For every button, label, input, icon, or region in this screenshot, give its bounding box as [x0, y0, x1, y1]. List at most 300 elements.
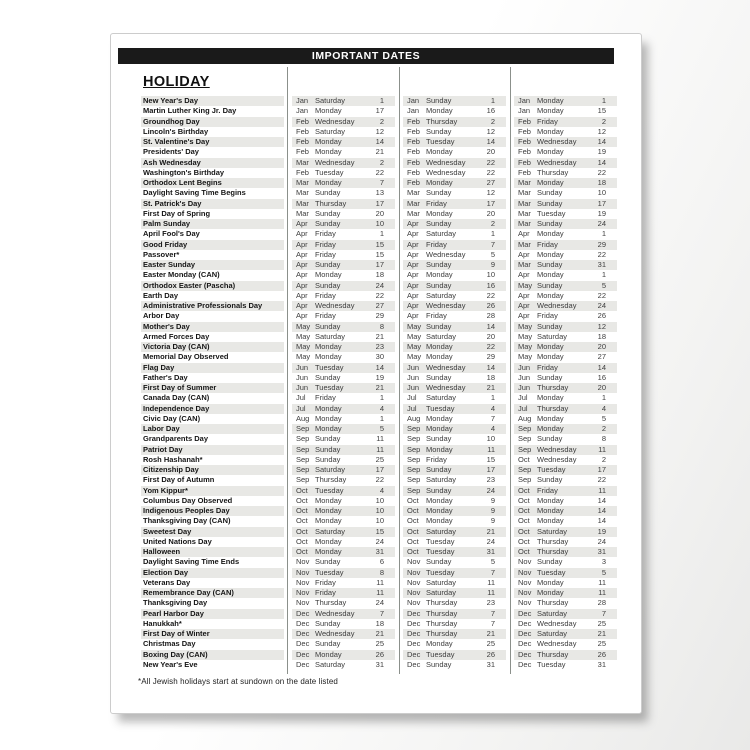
date-cell-col3 — [514, 158, 617, 168]
date-cell-col2 — [403, 547, 506, 557]
table-row — [111, 639, 641, 649]
date-cell-col1 — [292, 96, 395, 106]
table-row — [111, 363, 641, 373]
day-number: 28 — [486, 311, 495, 321]
month-abbr: Mar — [518, 208, 531, 218]
day-number: 22 — [597, 475, 606, 485]
month-abbr: Sep — [407, 434, 421, 444]
month-abbr: May — [296, 331, 311, 341]
table-row — [111, 250, 641, 260]
weekday-name: Sunday — [315, 618, 341, 628]
month-abbr: Jul — [518, 393, 528, 403]
day-number: 17 — [486, 198, 495, 208]
day-number: 1 — [379, 393, 384, 403]
day-number: 5 — [601, 280, 606, 290]
weekday-name: Sunday — [315, 188, 341, 198]
date-cell-col1 — [292, 547, 395, 557]
month-abbr: Oct — [407, 526, 419, 536]
date-cell-col2 — [403, 250, 506, 260]
holiday-name: Armed Forces Day — [143, 331, 210, 341]
holiday-name: Good Friday — [141, 240, 284, 250]
date-cell-col3 — [514, 588, 617, 598]
table-row — [111, 609, 641, 619]
month-abbr: Nov — [518, 588, 532, 597]
month-abbr: Mar — [518, 188, 531, 198]
table-row — [111, 199, 641, 209]
weekday-name: Tuesday — [537, 659, 566, 669]
month-abbr: Dec — [518, 608, 532, 618]
day-number: 23 — [486, 475, 495, 485]
day-number: 24 — [375, 598, 384, 608]
holiday-name: First Day of Summer — [141, 383, 284, 393]
holiday-name: First Day of Winter — [141, 629, 284, 639]
month-abbr: Feb — [407, 116, 420, 126]
date-cell-col1 — [292, 117, 395, 127]
day-number: 21 — [486, 629, 495, 638]
day-number: 10 — [375, 506, 384, 515]
weekday-name: Saturday — [537, 526, 568, 536]
month-abbr: May — [296, 321, 311, 331]
weekday-name: Thursday — [426, 608, 458, 618]
table-row — [111, 229, 641, 239]
table-row — [111, 537, 641, 547]
weekday-name: Monday — [315, 547, 342, 556]
weekday-name: Sunday — [426, 372, 452, 382]
month-abbr: May — [518, 352, 533, 362]
weekday-name: Monday — [537, 249, 564, 259]
weekday-name: Monday — [537, 178, 564, 187]
day-number: 2 — [601, 454, 606, 464]
date-cell-col3 — [514, 342, 617, 352]
day-number: 16 — [486, 106, 495, 116]
weekday-name: Wednesday — [537, 639, 577, 649]
table-row — [111, 629, 641, 639]
weekday-name: Monday — [315, 342, 342, 351]
weekday-name: Monday — [426, 495, 453, 505]
date-cell-col3 — [514, 363, 617, 373]
date-cell-col2 — [403, 445, 506, 455]
day-number: 12 — [597, 126, 606, 136]
weekday-name: Sunday — [315, 280, 341, 290]
month-abbr: Mar — [407, 198, 420, 208]
month-abbr: Dec — [296, 629, 310, 638]
weekday-name: Saturday — [426, 290, 457, 300]
month-abbr: Oct — [518, 516, 530, 526]
date-cell-col1 — [292, 342, 395, 352]
table-row — [111, 168, 641, 178]
month-abbr: Oct — [296, 536, 308, 546]
weekday-name: Monday — [315, 424, 342, 433]
day-number: 7 — [490, 618, 495, 628]
day-number: 14 — [597, 137, 606, 146]
table-row — [111, 455, 641, 465]
weekday-name: Saturday — [537, 608, 568, 618]
holiday-name: Civic Day (CAN) — [143, 413, 201, 423]
table-row — [111, 588, 641, 598]
date-cell-col2 — [403, 486, 506, 496]
weekday-name: Friday — [315, 229, 336, 239]
weekday-name: Saturday — [315, 331, 346, 341]
weekday-name: Monday — [426, 444, 453, 454]
date-cell-col2 — [403, 639, 506, 649]
day-number: 24 — [597, 301, 606, 310]
holiday-name: Canada Day (CAN) — [143, 393, 210, 403]
weekday-name: Tuesday — [426, 649, 455, 659]
holiday-name: Administrative Professionals Day — [141, 301, 284, 311]
day-number: 10 — [375, 516, 384, 526]
day-number: 23 — [486, 598, 495, 608]
header-bar — [118, 48, 614, 64]
day-number: 26 — [486, 301, 495, 310]
day-number: 11 — [598, 577, 606, 587]
weekday-name: Monday — [537, 495, 564, 505]
table-row — [111, 219, 641, 229]
day-number: 24 — [486, 485, 495, 495]
date-cell-col2 — [403, 557, 506, 567]
holiday-name: Martin Luther King Jr. Day — [143, 106, 237, 116]
weekday-name: Sunday — [426, 321, 452, 331]
weekday-name: Sunday — [315, 260, 341, 269]
day-number: 1 — [490, 393, 495, 403]
weekday-name: Thursday — [537, 536, 569, 546]
month-abbr: Nov — [296, 598, 310, 608]
header-bar-title: IMPORTANT DATES — [311, 50, 421, 62]
month-abbr: Jan — [296, 96, 309, 105]
date-cell-col3 — [514, 188, 617, 198]
day-number: 19 — [597, 208, 606, 218]
month-abbr: Oct — [518, 454, 530, 464]
month-abbr: Jan — [518, 96, 531, 105]
day-number: 3 — [601, 557, 606, 567]
date-cell-col3 — [514, 373, 617, 383]
weekday-name: Wednesday — [426, 301, 466, 310]
weekday-name: Friday — [315, 577, 336, 587]
weekday-name: Wednesday — [537, 137, 577, 146]
day-number: 10 — [486, 434, 495, 444]
month-abbr: Dec — [296, 608, 310, 618]
weekday-name: Tuesday — [426, 403, 455, 413]
day-number: 7 — [379, 178, 384, 187]
table-row — [111, 137, 641, 147]
date-cell-col2 — [403, 578, 506, 588]
day-number: 10 — [375, 495, 384, 505]
weekday-name: Monday — [537, 96, 564, 105]
weekday-name: Monday — [537, 588, 564, 597]
table-row — [111, 322, 641, 332]
weekday-name: Monday — [537, 290, 564, 300]
weekday-name: Saturday — [315, 526, 346, 536]
holiday-name: Mother's Day — [141, 322, 284, 332]
table-row — [111, 209, 641, 219]
day-number: 14 — [486, 321, 495, 331]
date-cell-col2 — [403, 199, 506, 209]
day-number: 5 — [601, 567, 606, 577]
holiday-name: Independence Day — [141, 404, 284, 414]
date-cell-col3 — [514, 209, 617, 219]
month-abbr: Oct — [407, 495, 419, 505]
table-row — [111, 332, 641, 342]
month-abbr: Dec — [407, 629, 421, 638]
weekday-name: Tuesday — [315, 362, 344, 372]
day-number: 31 — [486, 547, 495, 556]
month-abbr: Nov — [407, 598, 421, 608]
day-number: 10 — [375, 219, 384, 228]
date-cell-col3 — [514, 281, 617, 291]
weekday-name: Wednesday — [315, 301, 355, 310]
date-cell-col3 — [514, 127, 617, 137]
table-row — [111, 260, 641, 270]
month-abbr: Nov — [518, 577, 532, 587]
date-cell-col3 — [514, 393, 617, 403]
date-cell-col1 — [292, 301, 395, 311]
weekday-name: Saturday — [426, 229, 457, 239]
month-abbr: Feb — [407, 157, 420, 167]
date-cell-col1 — [292, 557, 395, 567]
date-cell-col2 — [403, 188, 506, 198]
day-number: 1 — [601, 96, 606, 105]
date-cell-col2 — [403, 260, 506, 270]
date-cell-col1 — [292, 414, 395, 424]
date-cell-col1 — [292, 455, 395, 465]
table-row — [111, 496, 641, 506]
holiday-name: Thanksgiving Day (CAN) — [143, 516, 231, 526]
month-abbr: Sep — [296, 434, 310, 444]
month-abbr: Feb — [518, 137, 531, 146]
date-cell-col1 — [292, 588, 395, 598]
date-cell-col1 — [292, 506, 395, 516]
month-abbr: Jun — [518, 372, 531, 382]
day-number: 18 — [597, 178, 606, 187]
holiday-name: St. Patrick's Day — [141, 199, 284, 209]
month-abbr: Apr — [407, 290, 419, 300]
day-number: 5 — [490, 249, 495, 259]
day-number: 25 — [597, 618, 606, 628]
day-number: 15 — [375, 526, 384, 536]
month-abbr: Dec — [518, 618, 532, 628]
month-abbr: Apr — [407, 280, 419, 290]
weekday-name: Friday — [537, 362, 558, 372]
date-cell-col1 — [292, 568, 395, 578]
date-cell-col1 — [292, 383, 395, 393]
holiday-name: Thanksgiving Day — [143, 598, 208, 608]
section-title: HOLIDAY — [143, 74, 210, 90]
month-abbr: Apr — [518, 311, 530, 321]
month-abbr: Aug — [407, 413, 421, 423]
day-number: 31 — [486, 659, 495, 669]
day-number: 22 — [486, 157, 495, 167]
holiday-name: Patriot Day — [141, 445, 284, 455]
day-number: 24 — [486, 536, 495, 546]
date-cell-col1 — [292, 660, 395, 670]
month-abbr: Apr — [407, 270, 419, 280]
day-number: 26 — [486, 649, 495, 659]
weekday-name: Thursday — [537, 167, 569, 177]
day-number: 9 — [490, 516, 495, 526]
day-number: 14 — [597, 157, 606, 167]
date-cell-col1 — [292, 424, 395, 434]
month-abbr: Jul — [407, 393, 417, 403]
weekday-name: Monday — [315, 106, 342, 116]
date-cell-col1 — [292, 188, 395, 198]
weekday-name: Saturday — [315, 659, 346, 669]
day-number: 2 — [379, 116, 384, 126]
date-cell-col3 — [514, 137, 617, 147]
weekday-name: Sunday — [315, 434, 341, 444]
date-cell-col3 — [514, 178, 617, 188]
month-abbr: Apr — [296, 219, 308, 228]
month-abbr: Apr — [296, 260, 308, 269]
weekday-name: Friday — [537, 116, 558, 126]
month-abbr: Oct — [518, 506, 530, 515]
day-number: 1 — [601, 229, 606, 239]
weekday-name: Saturday — [537, 331, 568, 341]
weekday-name: Sunday — [426, 485, 452, 495]
holiday-name: Daylight Saving Time Ends — [143, 557, 240, 567]
weekday-name: Saturday — [426, 526, 457, 536]
day-number: 1 — [601, 270, 606, 280]
date-cell-col1 — [292, 178, 395, 188]
date-cell-col3 — [514, 537, 617, 547]
weekday-name: Monday — [315, 147, 342, 157]
date-cell-col3 — [514, 609, 617, 619]
weekday-name: Thursday — [315, 475, 347, 485]
weekday-name: Wednesday — [537, 301, 577, 310]
date-cell-col2 — [403, 609, 506, 619]
date-cell-col2 — [403, 240, 506, 250]
date-cell-col1 — [292, 137, 395, 147]
day-number: 15 — [375, 249, 384, 259]
day-number: 24 — [375, 536, 384, 546]
day-number: 17 — [486, 465, 495, 474]
day-number: 22 — [597, 167, 606, 177]
date-cell-col3 — [514, 486, 617, 496]
date-cell-col1 — [292, 209, 395, 219]
date-cell-col3 — [514, 465, 617, 475]
month-abbr: Feb — [296, 147, 309, 157]
date-cell-col3 — [514, 650, 617, 660]
weekday-name: Tuesday — [426, 137, 455, 146]
month-abbr: Oct — [518, 495, 530, 505]
holiday-name: Citizenship Day — [141, 465, 284, 475]
weekday-name: Sunday — [537, 198, 563, 208]
table-row — [111, 270, 641, 280]
day-number: 9 — [490, 260, 495, 269]
date-cell-col3 — [514, 496, 617, 506]
month-abbr: Mar — [518, 260, 531, 269]
weekday-name: Tuesday — [537, 465, 566, 474]
month-abbr: Oct — [296, 495, 308, 505]
holiday-name: Labor Day — [141, 424, 284, 434]
weekday-name: Sunday — [426, 557, 452, 567]
date-cell-col1 — [292, 496, 395, 506]
date-cell-col2 — [403, 291, 506, 301]
date-cell-col3 — [514, 414, 617, 424]
date-cell-col1 — [292, 434, 395, 444]
month-abbr: Oct — [518, 536, 530, 546]
month-abbr: Oct — [296, 506, 308, 515]
month-abbr: Dec — [296, 639, 310, 649]
weekday-name: Saturday — [315, 96, 346, 105]
month-abbr: May — [518, 321, 533, 331]
day-number: 15 — [597, 106, 606, 116]
month-abbr: Feb — [296, 126, 309, 136]
weekday-name: Monday — [315, 352, 342, 362]
day-number: 27 — [597, 352, 606, 362]
month-abbr: Sep — [407, 444, 421, 454]
month-abbr: Sep — [518, 444, 532, 454]
date-cell-col1 — [292, 219, 395, 229]
date-cell-col3 — [514, 311, 617, 321]
weekday-name: Wednesday — [537, 157, 577, 167]
holiday-name: Flag Day — [141, 363, 284, 373]
month-abbr: Feb — [407, 126, 420, 136]
weekday-name: Monday — [426, 178, 453, 187]
day-number: 7 — [490, 608, 495, 618]
date-cell-col1 — [292, 445, 395, 455]
month-abbr: Sep — [296, 454, 310, 464]
day-number: 22 — [486, 290, 495, 300]
weekday-name: Thursday — [315, 198, 347, 208]
month-abbr: Mar — [407, 208, 420, 218]
month-abbr: Oct — [407, 547, 419, 556]
month-abbr: Feb — [518, 126, 531, 136]
day-number: 25 — [375, 454, 384, 464]
date-cell-col1 — [292, 332, 395, 342]
day-number: 20 — [375, 208, 384, 218]
date-cell-col1 — [292, 199, 395, 209]
weekday-name: Saturday — [426, 475, 457, 485]
day-number: 31 — [375, 659, 384, 669]
weekday-name: Wednesday — [315, 157, 355, 167]
date-cell-col3 — [514, 475, 617, 485]
date-cell-col3 — [514, 250, 617, 260]
month-abbr: Apr — [407, 239, 419, 249]
day-number: 8 — [601, 434, 606, 444]
day-number: 21 — [375, 147, 384, 157]
table-row — [111, 404, 641, 414]
weekday-name: Monday — [315, 536, 342, 546]
weekday-name: Friday — [537, 239, 558, 249]
day-number: 22 — [375, 290, 384, 300]
weekday-name: Sunday — [426, 126, 452, 136]
date-cell-col2 — [403, 322, 506, 332]
holiday-name: St. Valentine's Day — [141, 137, 284, 147]
table-row — [111, 188, 641, 198]
holiday-name: Victoria Day (CAN) — [141, 342, 284, 352]
table-row — [111, 158, 641, 168]
month-abbr: Apr — [407, 229, 419, 239]
day-number: 1 — [379, 413, 384, 423]
date-cell-col3 — [514, 639, 617, 649]
weekday-name: Sunday — [537, 434, 563, 444]
day-number: 21 — [597, 629, 606, 638]
holiday-name: Palm Sunday — [141, 219, 284, 229]
weekday-name: Friday — [426, 454, 447, 464]
weekday-name: Thursday — [537, 383, 569, 392]
weekday-name: Saturday — [426, 393, 457, 403]
date-cell-col1 — [292, 629, 395, 639]
holiday-name: April Fool's Day — [143, 229, 200, 239]
month-abbr: Sep — [296, 424, 310, 433]
month-abbr: Apr — [518, 270, 530, 280]
weekday-name: Sunday — [315, 444, 341, 454]
month-abbr: Dec — [407, 659, 421, 669]
table-row — [111, 414, 641, 424]
weekday-name: Monday — [537, 424, 564, 433]
date-cell-col1 — [292, 147, 395, 157]
month-abbr: Apr — [518, 249, 530, 259]
table-row — [111, 342, 641, 352]
